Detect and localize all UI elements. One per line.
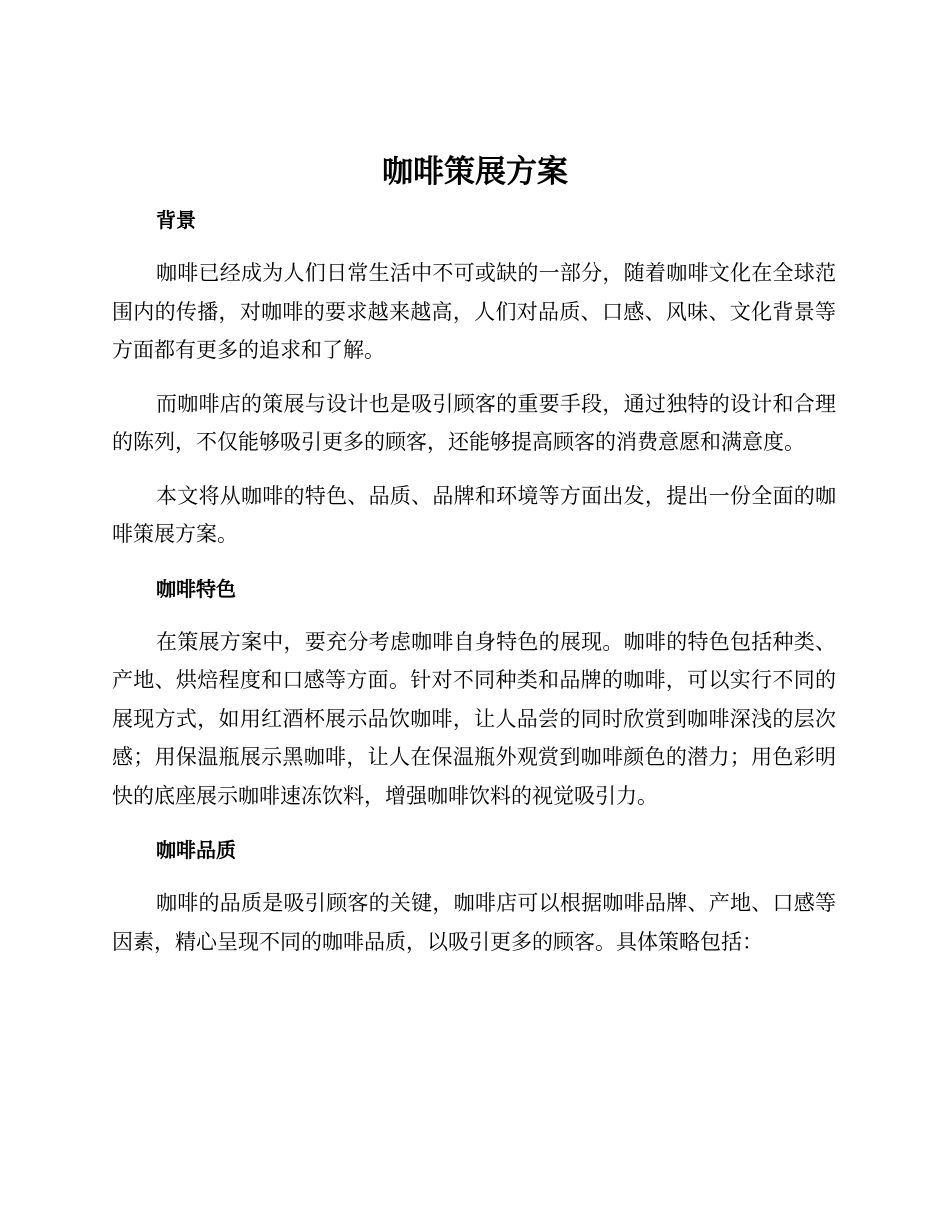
paragraph: 咖啡的品质是吸引顾客的关键，咖啡店可以根据咖啡品牌、产地、口感等因素，精心呈现不同的咖啡品质，以吸引更多的顾客。具体策略包括： xyxy=(112,891,836,954)
section-heading-coffee-quality: 咖啡品质 xyxy=(156,838,236,862)
paragraph: 咖啡已经成为人们日常生活中不可或缺的一部分，随着咖啡文化在全球范围内的传播，对咖啡的要求越来越高，人们对品质、口感、风味、文化背景等方面都有更多的追求和了解。 xyxy=(112,261,836,362)
paragraph: 本文将从咖啡的特色、品质、品牌和环境等方面出发，提出一份全面的咖啡策展方案。 xyxy=(112,483,836,546)
paragraph: 在策展方案中，要充分考虑咖啡自身特色的展现。咖啡的特色包括种类、产地、烘焙程度和口感等方面。针对不同种类和品牌的咖啡，可以实行不同的展现方式，如用红酒杯展示品饮咖啡，让人品尝的同时欣赏到咖啡深浅的层次感；用保温瓶展示黑咖啡，让人在保温瓶外观赏到咖啡颜色的潜力；用色彩明快的底座展示咖啡速冻饮料，增强咖啡饮料的视觉吸引力。 xyxy=(112,629,836,808)
section-heading-background: 背景 xyxy=(156,208,196,232)
paragraph: 而咖啡店的策展与设计也是吸引顾客的重要手段，通过独特的设计和合理的陈列，不仅能够吸引更多的顾客，还能够提高顾客的消费意愿和满意度。 xyxy=(112,391,836,454)
section-heading-coffee-features: 咖啡特色 xyxy=(156,576,236,601)
document-body xyxy=(112,200,836,961)
document-title: 咖啡策展方案 xyxy=(382,154,568,190)
